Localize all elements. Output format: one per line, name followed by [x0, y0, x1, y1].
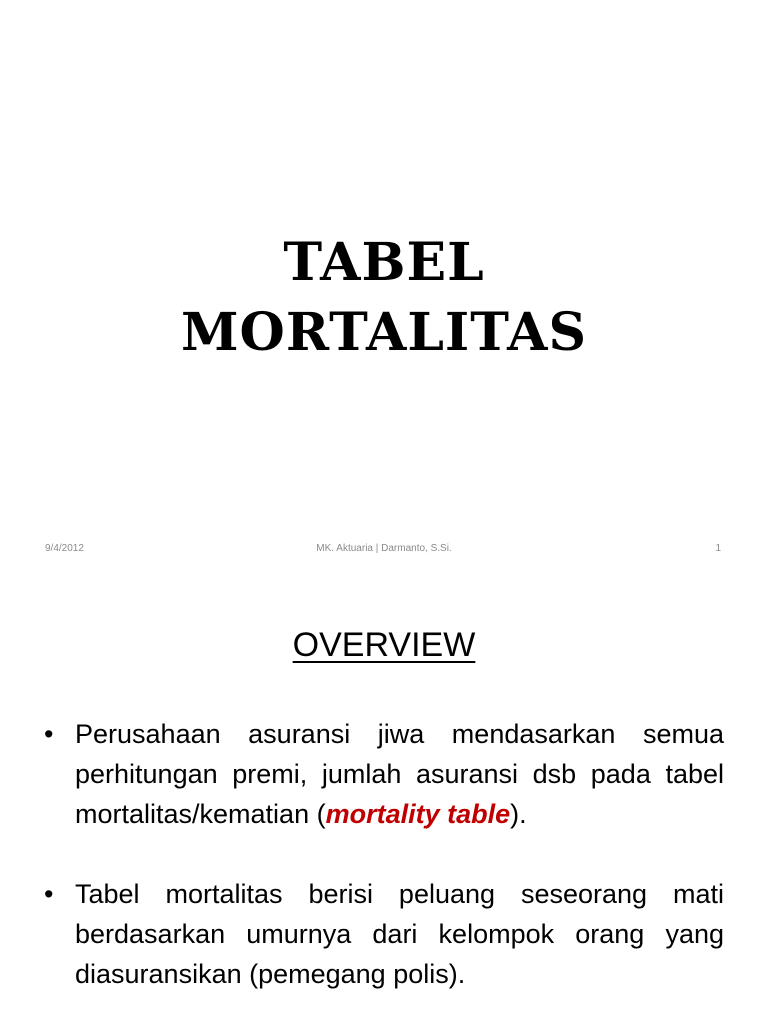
bullet-1-text-after: ). — [510, 799, 527, 829]
footer-course-author: MK. Aktuaria | Darmanto, S.Si. — [316, 543, 452, 554]
bullet-dot: • — [44, 879, 54, 909]
overview-slide — [0, 576, 768, 1024]
bullet-dot: • — [44, 719, 54, 749]
bullet-1-highlight: mortality table — [325, 799, 511, 829]
bullet-list — [44, 714, 724, 1034]
overview-heading: OVERVIEW — [292, 626, 476, 664]
bullet-item-1 — [44, 714, 724, 834]
bullet-item-2 — [44, 874, 724, 994]
footer-page-number: 1 — [715, 543, 721, 554]
slide-title — [0, 228, 768, 368]
bullet-1-text-before: Perusahaan asuransi jiwa mendasarkan semua perhitungan premi, jumlah asuransi dsb pada tabel mortalitas/kematian ( — [75, 719, 724, 829]
title-line-2: MORTALITAS — [181, 302, 587, 363]
footer-date: 9/4/2012 — [45, 543, 84, 554]
title-line-1: TABEL — [283, 232, 485, 293]
bullet-2-text: Tabel mortalitas berisi peluang seseorang mati berdasarkan umurnya dari kelompok orang yang diasuransikan (pemegang polis). — [75, 879, 724, 989]
